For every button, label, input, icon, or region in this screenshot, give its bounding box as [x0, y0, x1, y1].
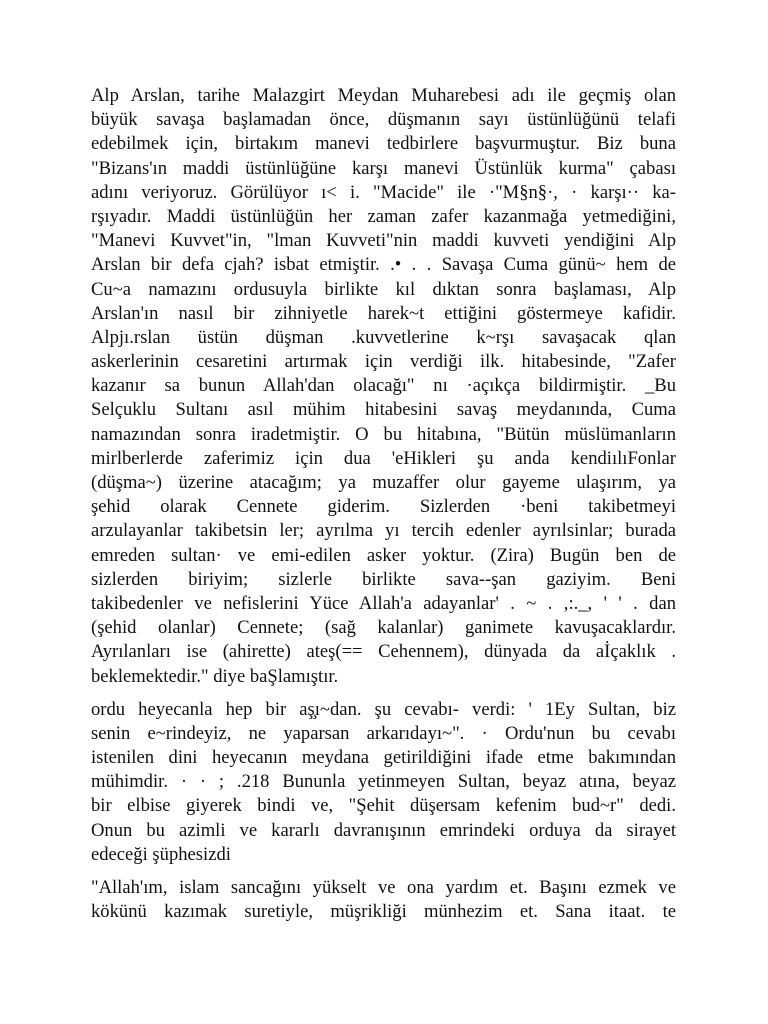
text-line: Ayrılanları ise (ahirette) ateş(== Cehennem), dünyada da aİçaklık .	[91, 641, 676, 663]
text-line: (şehid olanlar) Cennete; (sağ kalanlar) ganimete kavuşacaklardır.	[91, 617, 676, 639]
text-line: namazından sonra iradetmiştir. O bu hitabına, "Bütün müslümanların	[91, 423, 676, 445]
paragraph-2	[91, 698, 676, 867]
text-line: Alp Arslan, tarihe Malazgirt Meydan Muharebesi adı ile geçmiş olan	[91, 85, 676, 106]
text-line: (düşma~) üzerine atacağım; ya muzaffer olur gayeme ulaşırım, ya	[91, 472, 676, 493]
text-line: "Manevi Kuvvet"in, "lman Kuvveti"nin maddi kuvveti yendiğini Alp	[91, 230, 676, 252]
text-line: arzulayanlar takibetsin ler; ayrılma yı tercih edenler ayrılsinlar; burada	[91, 520, 676, 542]
text-line: askerlerinin cesaretini artırmak için verdiği ilk. hitabesinde, "Zafer	[91, 351, 676, 373]
text-line: sizlerden biriyim; sizlerle birlikte sava--şan gaziyim. Beni	[91, 568, 676, 590]
text-line: şehid olarak Cennete giderim. Sizlerden ·beni takibetmeyi	[91, 496, 676, 518]
paragraph-1	[91, 84, 676, 689]
text-line: Onun bu azimli ve kararlı davranışının emrindeki orduya da sirayet	[91, 819, 676, 841]
document-page	[91, 84, 676, 924]
text-line: "Bizans'ın maddi üstünlüğüne karşı manevi Üstünlük kurma" çabası	[91, 157, 676, 179]
paragraph-3	[91, 876, 676, 924]
text-line: beklemektedir." diye baŞlamıştır.	[91, 665, 339, 687]
text-line: Cu~a namazını ordusuyla birlikte kıl dıktan sonra başlaması, Alp	[91, 278, 676, 300]
text-line: kökünü kazımak suretiyle, müşrikliği münhezim et. Sana itaat. te	[91, 901, 676, 923]
text-line: "Allah'ım, islam sancağını yükselt ve ona yardım et. Başını ezmek ve	[91, 877, 676, 898]
text-line: adını veriyoruz. Görülüyor ı< i. "Macide" ile ·"M§n§·, · karşı·· ka-	[91, 181, 676, 203]
text-line: mühimdir. · · ; .218 Bununla yetinmeyen Sultan, beyaz atına, beyaz	[91, 771, 676, 793]
text-line: Alpjı.rslan üstün düşman .kuvvetlerine k~rşı savaşacak qlan	[91, 326, 676, 348]
text-line: takibedenler ve nefislerini Yüce Allah'a adayanlar' . ~ . ,:._, ' ' . dan	[91, 592, 676, 614]
text-line: mirlberlerde zaferimiz için dua 'eHikleri şu anda kendiılıFonlar	[91, 447, 676, 469]
text-line: istenilen dini heyecanın meydana getirildiğini ifade etme bakımından	[91, 747, 676, 769]
text-line: rşıyadır. Maddi üstünlüğün her zaman zafer kazanmağa yetmediğini,	[91, 205, 676, 227]
text-line: büyük savaşa başlamadan önce, düşmanın sayı üstünlüğünü telafi	[91, 109, 676, 131]
text-line: edebilmek için, birtakım manevi tedbirlere başvurmuştur. Biz buna	[91, 133, 676, 155]
text-line: bir elbise giyerek bindi ve, "Şehit düşersam kefenim bud~r" dedi.	[91, 795, 676, 817]
text-line: edeceği şüphesizdi	[91, 843, 231, 865]
text-line: kazanır sa bunun Allah'dan olacağı" nı ·açıkça bildirmiştir. _Bu	[91, 375, 676, 397]
text-line: ordu heyecanla hep bir aş̧ı~dan. şu cevabı- verdi: ' 1Ey Sultan, biz	[91, 698, 676, 720]
text-line: senin e~rindeyiz, ne yaparsan arkarıdayı~". · Ordu'nun bu cevabı	[91, 722, 676, 744]
text-line: emreden sultan· ve emi-edilen asker yoktur. (Zira) Bugün ben de	[91, 544, 676, 566]
text-line: Arslan'ın nasıl bir zihniyetle harek~t ettiğini göstermeye kafidir.	[91, 302, 676, 324]
text-line: Arslan bir defa cjah? isbat etmiştir. .• . . Savaşa Cuma günü~ hem de	[91, 254, 676, 276]
text-line: Selçuklu Sultanı asıl mühim hitabesini savaş meydanında, Cuma	[91, 399, 676, 421]
